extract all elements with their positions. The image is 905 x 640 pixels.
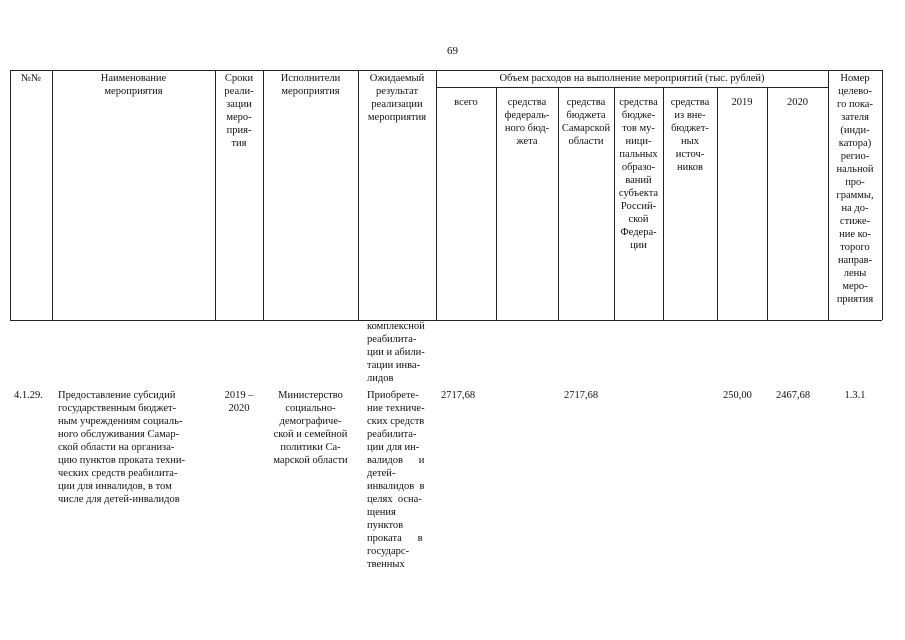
header-federal: средства федераль- ного бюд- жета [504,97,550,147]
row-2020: 2467,68 [776,390,811,401]
header-name: Наименование мероприятия [100,73,167,97]
header-expenses: Объем расходов на выполнение мероприятий (тыс. рублей) [499,73,765,84]
row-result: Приобрете- ние техниче- ских средств реабилита- ции для ин- валидов и детей- инвалидов в целях осна- щения пунктов проката в государс- твенных [367,390,425,570]
continuation-text: комплексной реабилита- ции и абили- тации инва- лидов [367,321,425,384]
header-terms: Сроки реали- зации меро- прия- тия [224,73,254,149]
header-municipal: средства бюдже- тов му- ници- пальных образо- ваний субъекта Россий- ской Федера- ции [618,97,659,251]
row-number: 4.1.29. [14,390,43,401]
row-name: Предоставление субсидий государственным бюджет- ным учреждениям социаль- ного обслуживания Самар- ской области на организа- цию пунктов проката техни- ческих средств реабилита- ции для инвалидов, в том числе для детей-инвалидов [58,390,185,505]
header-total: всего [454,97,478,108]
header-2020: 2020 [787,97,808,108]
row-executor: Министерство социально- демографиче- ской и семейной политики Са- марской области [273,390,348,466]
row-total: 2717,68 [441,390,476,401]
row-regional: 2717,68 [564,390,599,401]
row-2019: 250,00 [723,390,752,401]
header-result: Ожидаемый результат реализации мероприятия [367,73,427,123]
header-2019: 2019 [731,97,753,108]
header-regional: средства бюджета Самарской области [561,97,611,147]
page-number: 69 [447,45,458,57]
header-offbudget: средства из вне- бюджет- ных источ- ников [670,97,710,173]
row-indicator: 1.3.1 [844,390,866,401]
header-number: №№ [20,73,42,84]
header-indicator: Номер целево- го пока- зателя (инди- катора) регио- нальной про- граммы, на до- стиже- ние ко- торого направ- лены меро- приятия [836,73,874,305]
header-executors: Исполнители мероприятия [280,73,341,97]
row-terms: 2019 – 2020 [224,390,254,414]
